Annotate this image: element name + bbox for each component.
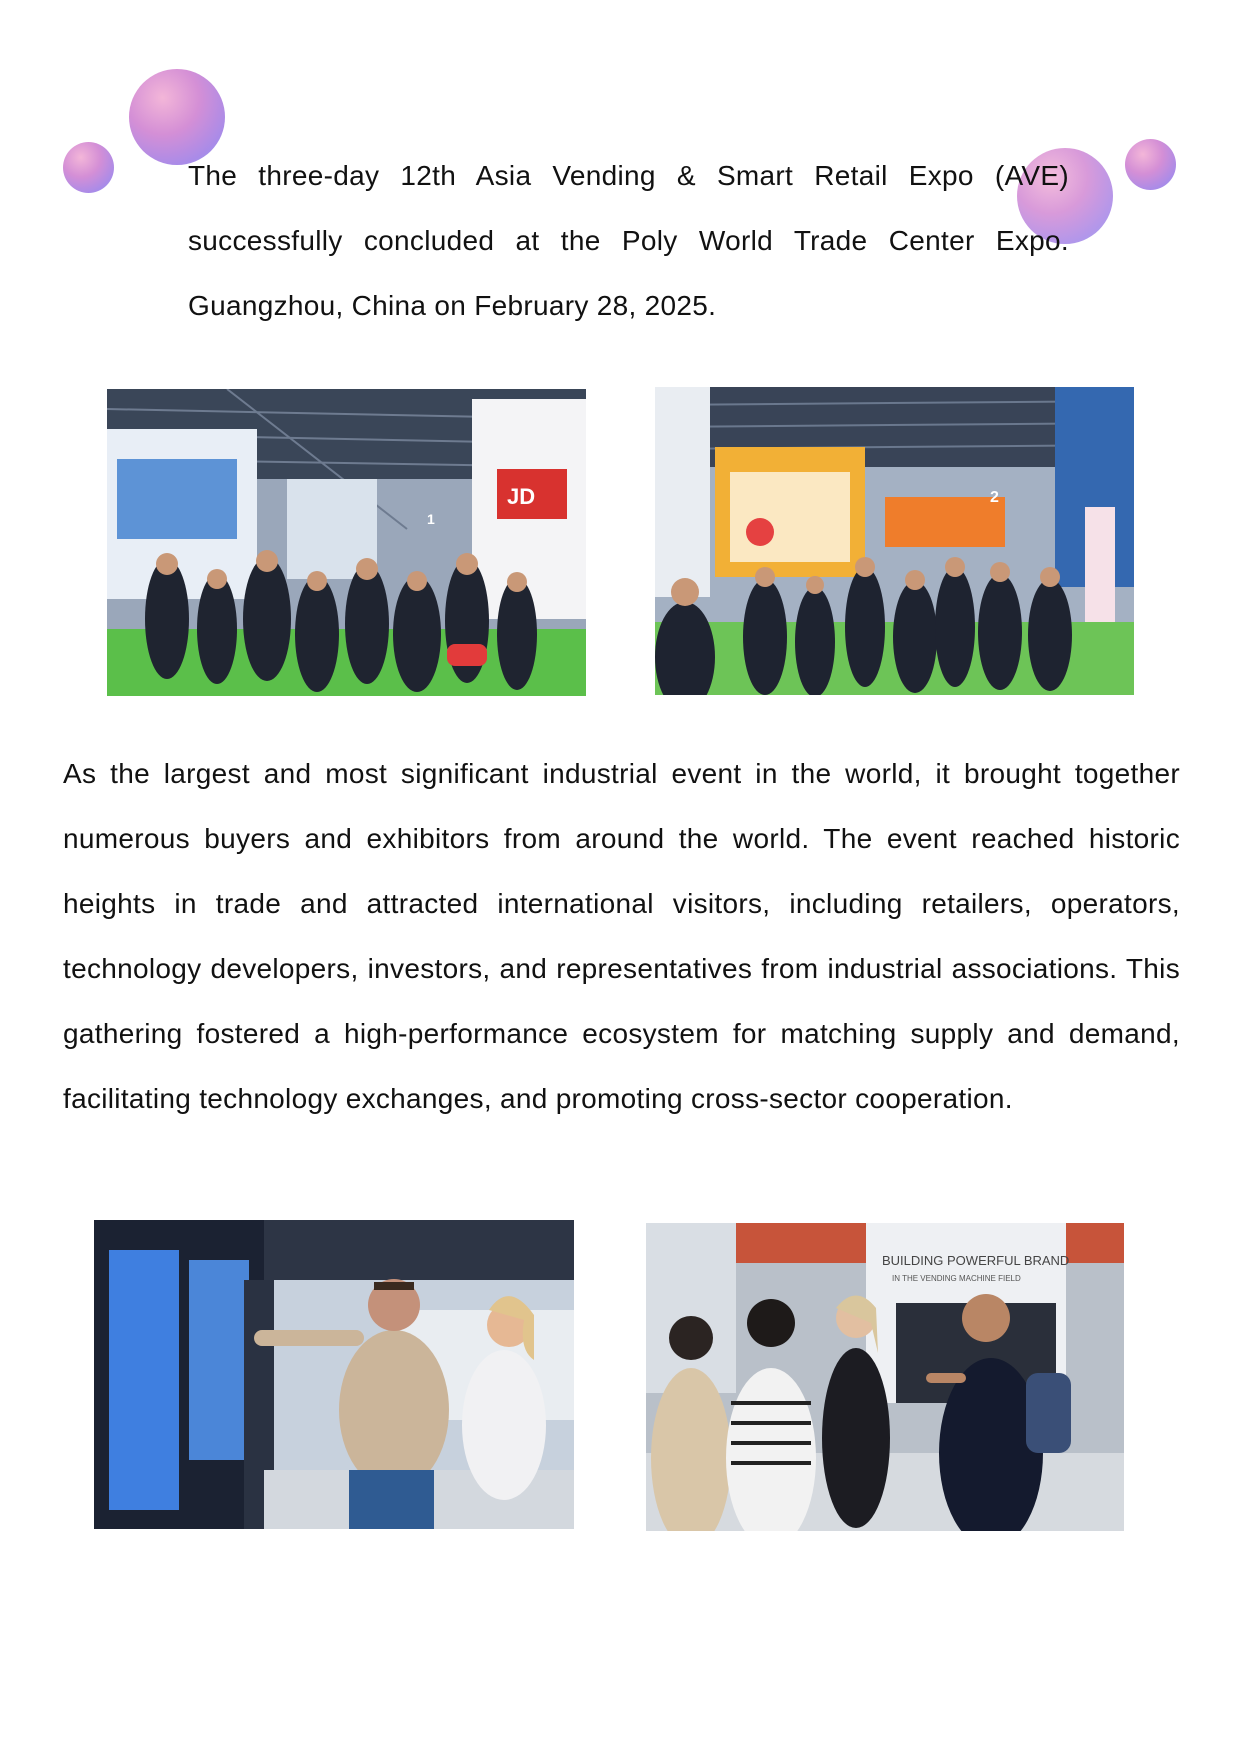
decor-bubble-small-right	[1125, 139, 1176, 190]
photo4-banner-line2: IN THE VENDING MACHINE FIELD	[892, 1274, 1021, 1283]
expo-photo-vending-machine	[94, 1220, 574, 1529]
photo4-banner-line1: BUILDING POWERFUL BRAND	[882, 1253, 1070, 1268]
expo-photo-booth-visitors	[646, 1223, 1124, 1531]
photo1-booth-sign: JD	[507, 484, 536, 509]
expo-photo-hall-2	[655, 387, 1134, 695]
expo-photo-hall-1	[107, 389, 586, 696]
intro-paragraph: The three-day 12th Asia Vending & Smart Retail Expo (AVE) successfully concluded at the Poly World Trade Center Expo. Guangzhou, China on February 28, 2025.	[188, 160, 1069, 321]
body-paragraph: As the largest and most significant industrial event in the world, it brought together numerous buyers and exhibitors from around the world. The event reached historic heights in trade and attracted international visitors, including retailers, operators, technology developers, investors, and representatives from industrial associations. This gathering fostered a high-performance ecosystem for matching supply and demand, facilitating technology exchanges, and promoting cross-sector cooperation.	[63, 758, 1180, 1114]
decor-bubble-small-left	[63, 142, 114, 193]
photo2-hall-number: 2	[990, 489, 999, 506]
photo1-hall-number: 1	[427, 511, 435, 527]
